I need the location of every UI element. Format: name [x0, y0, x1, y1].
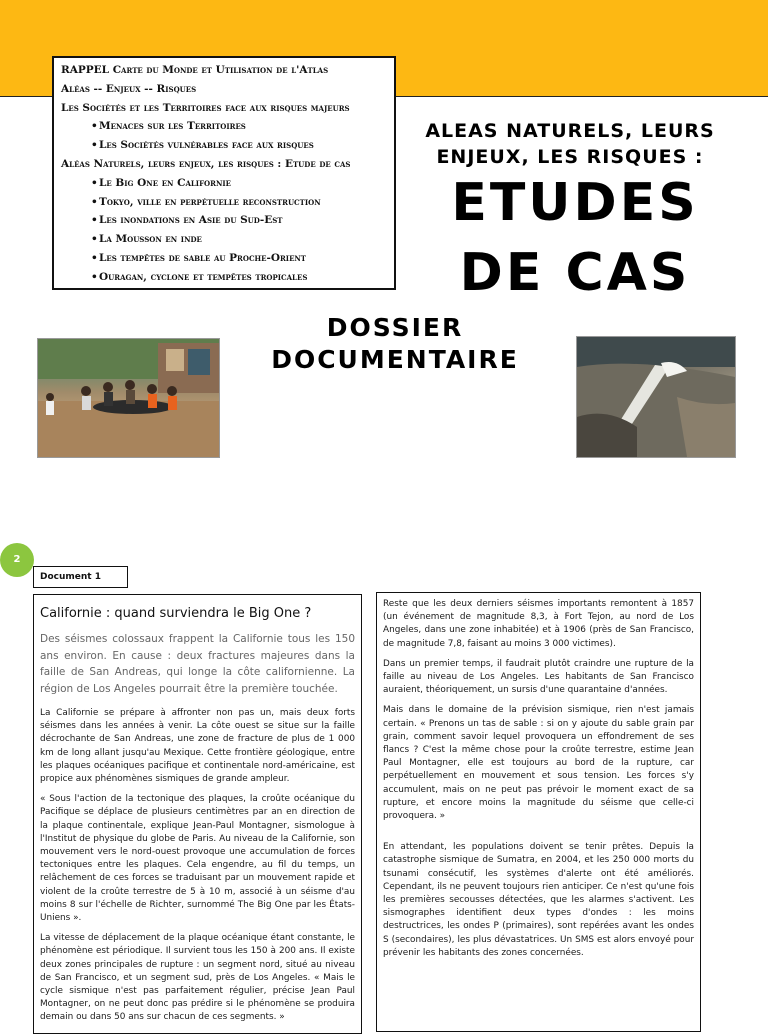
article-column-right [376, 592, 701, 1032]
article-lead: Des séismes colossaux frappent la Californie tous les 150 ans environ. En cause : deux fractures majeures dans la faille de San Andreas, qui longe la côte californienne. La région de Los Angeles pourrait être la première touchée. [40, 633, 355, 695]
article-paragraph: La vitesse de déplacement de la plaque océanique étant constante, le phénomène est périodique. Il survient tous les 150 à 200 ans. Il existe deux zones principales de rupture : un segment nord, situé au niveau de San Francisco, et un segment sud, près de Los Angeles. « Mais le cycle sismique n'est pas parfaitement régulier, précise Jean Paul Montagner, on ne peut donc pas prédire si le phénomène se produira demain ou dans 50 ans sur chacun de ces segments. » [40, 933, 355, 1023]
page-number-badge: 2 [0, 543, 34, 577]
bullet-icon: • [91, 195, 98, 208]
toc-text: Le Big One en Californie [99, 176, 231, 189]
toc-subitem [61, 230, 388, 249]
bullet-icon: • [91, 270, 98, 283]
toc-text: Les inondations en Asie du Sud-Est [99, 214, 283, 227]
bullet-icon: • [91, 251, 98, 264]
toc-subitem [61, 249, 388, 268]
article-paragraph: « Sous l'action de la tectonique des plaques, la croûte océanique du Pacifique se déplace de plusieurs centimètres par an en direction de la plaque continentale, explique Jean-Paul Montagner, sismologue à l'Institut de physique du globe de Paris. Au niveau de la Californie, son mouvement vers le nord-ouest provoque une accumulation de forces tectoniques entre les plaques. Cela engendre, au fil du temps, un relâchement de ces forces se traduisant par un mouvement rapide et violent de la croûte terrestre de 5 à 10 m, associé à un séisme d'au moins 8 sur l'échelle de Richter, surnommé The Big One par les États-Uniens ». [40, 794, 355, 924]
toc-item [61, 80, 388, 99]
dam-photo [576, 336, 736, 458]
toc-text: Les Sociétés et les Territoires face aux risques majeurs [61, 101, 350, 114]
toc-text: Ouragan, cyclone et tempêtes tropicales [99, 270, 308, 283]
toc-text: RAPPEL Carte du Monde et Utilisation de l'Atlas [61, 64, 329, 76]
toc-subitem [61, 136, 388, 155]
toc-text: Les tempêtes de sable au Proche-Orient [99, 251, 307, 264]
bullet-icon: • [91, 233, 98, 246]
toc-subitem [61, 268, 388, 287]
article-column-left [33, 594, 362, 1034]
toc-item [61, 61, 388, 80]
article-paragraph: La Californie se prépare à affronter non pas un, mais deux forts séismes dans les années à venir. La côte ouest se situe sur la faille décrochante de San Andreas, une zone de fracture de plus de 1 000 km de long allant jusqu'au Mexique. Cette frontière géologique, entre les plaques océaniques pacifique et continentale nord-américaine, est propice aux phénomènes sismiques de grande ampleur. [40, 708, 355, 785]
headline-title: ETUDES DE CAS [451, 173, 699, 303]
toc-text: Aléas -- Enjeux -- Risques [61, 82, 197, 95]
toc-text: Aléas Naturels, leurs enjeux, les risques : Etude de cas [61, 157, 351, 170]
document-label: Document 1 [33, 566, 128, 588]
bullet-icon: • [91, 139, 98, 152]
toc-text: Menaces sur les Territoires [99, 120, 246, 133]
article-paragraph: Reste que les deux derniers séismes importants remontent à 1857 (un événement de magnitude 8,3, à Fort Tejon, au nord de Los Angeles, dans une zone inhabitée) et à 1906 (près de San Francisco, de magnitude 7,8, faisant au moins 3 000 victimes). [383, 599, 694, 649]
headline-dossier: DOSSIER DOCUMENTAIRE [271, 313, 519, 374]
table-of-contents [52, 56, 396, 290]
toc-item [61, 155, 388, 174]
toc-text: Les Sociétés vulnérables face aux risques [99, 139, 314, 152]
article-title: Californie : quand surviendra le Big One ? [40, 606, 312, 621]
bullet-icon: • [91, 214, 98, 227]
flood-photo [37, 338, 220, 458]
article-paragraph: Dans un premier temps, il faudrait plutôt craindre une rupture de la faille au niveau de Los Angeles. Les habitants de San Francisco auraient, théoriquement, un sursis d'une quarantaine d'années. [383, 658, 694, 696]
toc-subitem [61, 211, 388, 230]
bullet-icon: • [91, 120, 98, 133]
headline-subtitle: ALEAS NATURELS, LEURS ENJEUX, LES RISQUES : [425, 120, 715, 168]
article-paragraph: En attendant, les populations doivent se tenir prêtes. Depuis la catastrophe sismique de Sumatra, en 2004, et les 250 000 morts du tsunami consécutif, les systèmes d'alerte ont été améliorés. Cependant, ils ne peuvent toujours rien anticiper. Ce n'est qu'une fois les premières secousses détectées, que les alarmes s'activent. Les sismographes identifient deux types d'ondes : les moins destructrices, les ondes P (primaires), sont repérées avant les ondes S (secondaires), les plus dévastatrices. Un SMS est alors envoyé pour prévenir les habitants des zones concernées. [383, 842, 694, 958]
bullet-icon: • [91, 176, 98, 189]
toc-subitem [61, 193, 388, 212]
toc-text: Tokyo, ville en perpétuelle reconstruction [99, 195, 321, 208]
toc-subitem [61, 174, 388, 193]
article-paragraph: Mais dans le domaine de la prévision sismique, rien n'est jamais certain. « Prenons un tas de sable : si on y ajoute du sable grain par grain, comment savoir lequel provoquera un effondrement de ses flancs ? C'est la même chose pour la croûte terrestre, estime Jean Paul Montagner, elle est toujours au bord de la rupture, car perpétuellement en mouvement et sous tension. Les forces s'y accumulent, mais on ne peut pas prévoir le moment exact de sa rupture, et encore moins la magnitude du séisme que celle-ci provoquera. » [383, 705, 694, 822]
toc-subitem [61, 117, 388, 136]
toc-text: La Mousson en inde [99, 233, 202, 246]
toc-item [61, 99, 388, 118]
